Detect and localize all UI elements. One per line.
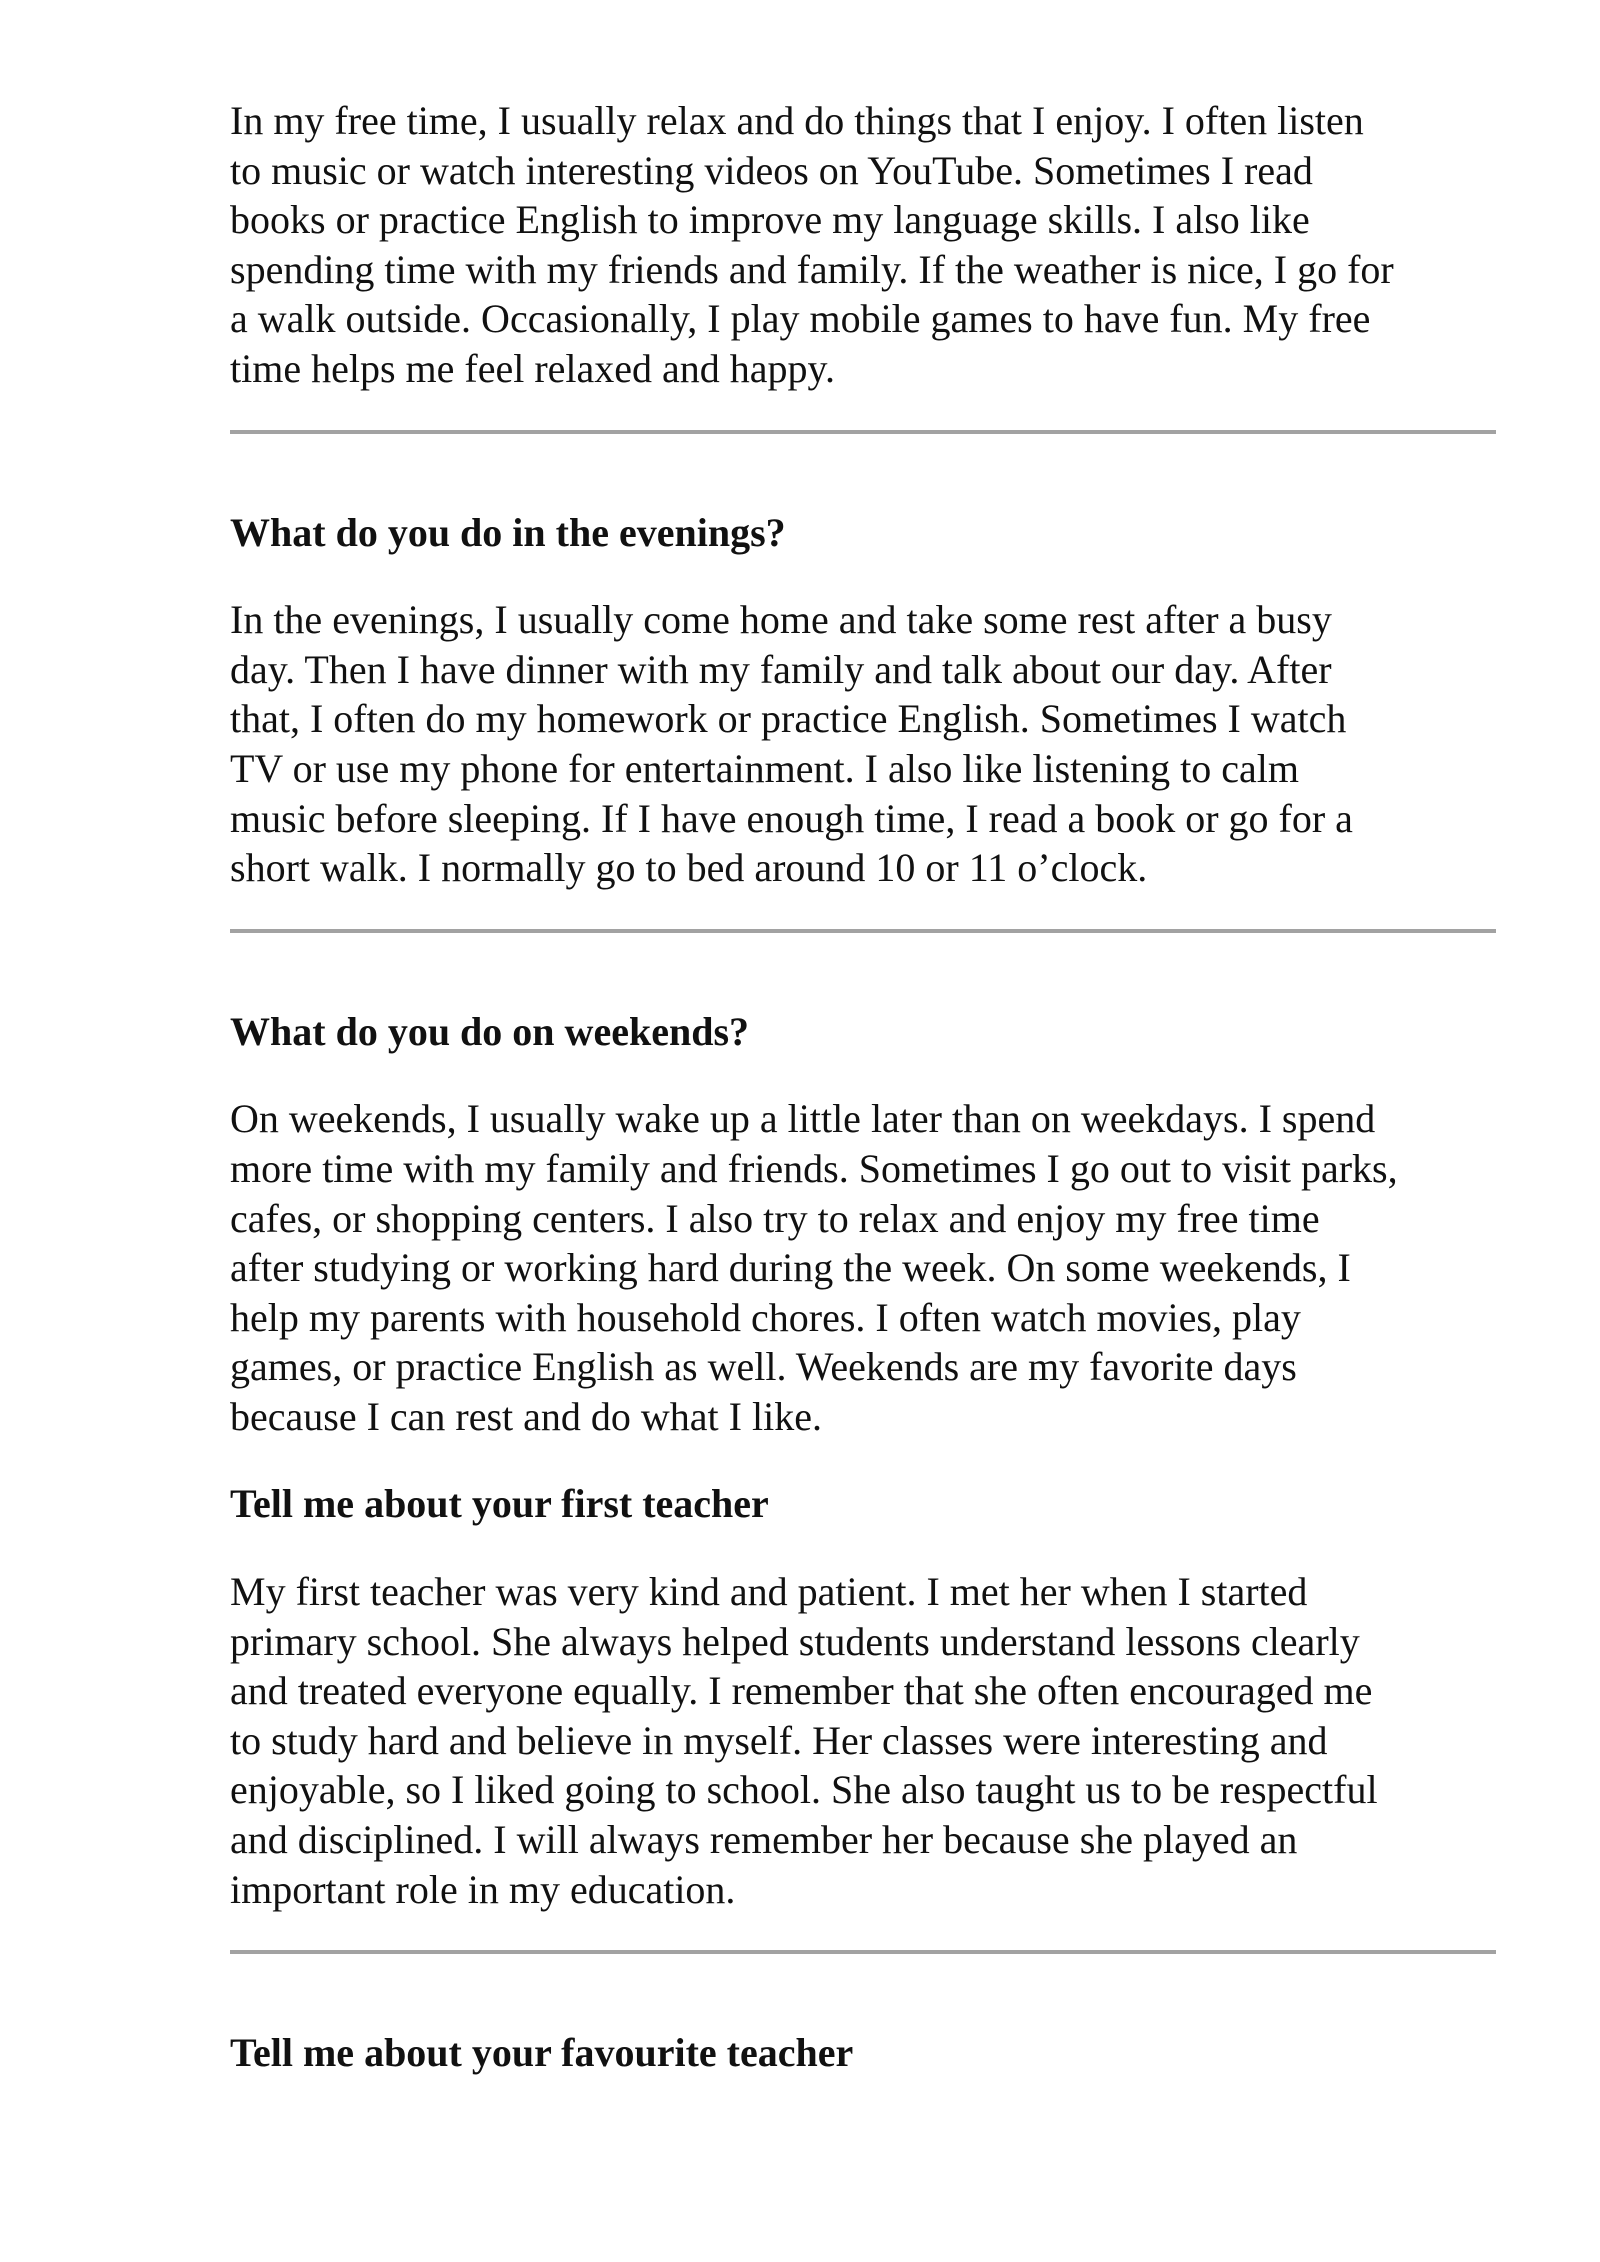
paragraph-line: and treated everyone equally. I remember that she often encouraged me	[230, 1668, 1373, 1714]
evenings-paragraph	[230, 595, 1496, 893]
paragraph-line: that, I often do my homework or practice English. Sometimes I watch	[230, 696, 1347, 742]
section-divider	[230, 430, 1496, 434]
paragraph-line: after studying or working hard during the week. On some weekends, I	[230, 1245, 1351, 1291]
paragraph-line: help my parents with household chores. I often watch movies, play	[230, 1294, 1301, 1340]
paragraph-line: TV or use my phone for entertainment. I also like listening to calm	[230, 745, 1300, 791]
section-divider	[230, 1950, 1496, 1954]
paragraph-line: to study hard and believe in myself. Her classes were interesting and	[230, 1717, 1328, 1763]
paragraph-line: On weekends, I usually wake up a little later than on weekdays. I spend	[230, 1096, 1376, 1142]
paragraph-line: music before sleeping. If I have enough time, I read a book or go for a	[230, 795, 1353, 841]
paragraph-line: important role in my education.	[230, 1866, 736, 1912]
paragraph-line: and disciplined. I will always remember her because she played an	[230, 1817, 1298, 1863]
first-teacher-paragraph	[230, 1567, 1496, 1914]
paragraph-line: a walk outside. Occasionally, I play mobile games to have fun. My free	[230, 296, 1371, 342]
paragraph-line: time helps me feel relaxed and happy.	[230, 345, 835, 391]
document-page	[230, 96, 1496, 2078]
paragraph-line: games, or practice English as well. Weekends are my favorite days	[230, 1344, 1297, 1390]
paragraph-line: cafes, or shopping centers. I also try to relax and enjoy my free time	[230, 1195, 1320, 1241]
paragraph-line: because I can rest and do what I like.	[230, 1393, 822, 1439]
paragraph-line: day. Then I have dinner with my family and talk about our day. After	[230, 646, 1332, 692]
paragraph-line: more time with my family and friends. Sometimes I go out to visit parks,	[230, 1145, 1398, 1191]
favourite-teacher-heading: Tell me about your favourite teacher	[230, 2030, 854, 2076]
weekends-heading: What do you do on weekends?	[230, 1008, 750, 1054]
section-divider	[230, 929, 1496, 933]
first-teacher-heading: Tell me about your first teacher	[230, 1481, 769, 1527]
paragraph-line: spending time with my friends and family. If the weather is nice, I go for	[230, 246, 1394, 292]
paragraph-line: My first teacher was very kind and patient. I met her when I started	[230, 1569, 1308, 1615]
paragraph-line: In my free time, I usually relax and do things that I enjoy. I often listen	[230, 98, 1364, 143]
paragraph-line: enjoyable, so I liked going to school. She also taught us to be respectful	[230, 1767, 1378, 1813]
evenings-heading: What do you do in the evenings?	[230, 509, 786, 555]
paragraph-line: primary school. She always helped students understand lessons clearly	[230, 1618, 1360, 1664]
weekends-paragraph	[230, 1094, 1496, 1441]
paragraph-line: In the evenings, I usually come home and take some rest after a busy	[230, 597, 1332, 643]
paragraph-line: books or practice English to improve my language skills. I also like	[230, 197, 1310, 243]
free-time-paragraph	[230, 96, 1496, 394]
paragraph-line: to music or watch interesting videos on YouTube. Sometimes I read	[230, 147, 1313, 193]
paragraph-line: short walk. I normally go to bed around 10 or 11 o’clock.	[230, 845, 1148, 891]
